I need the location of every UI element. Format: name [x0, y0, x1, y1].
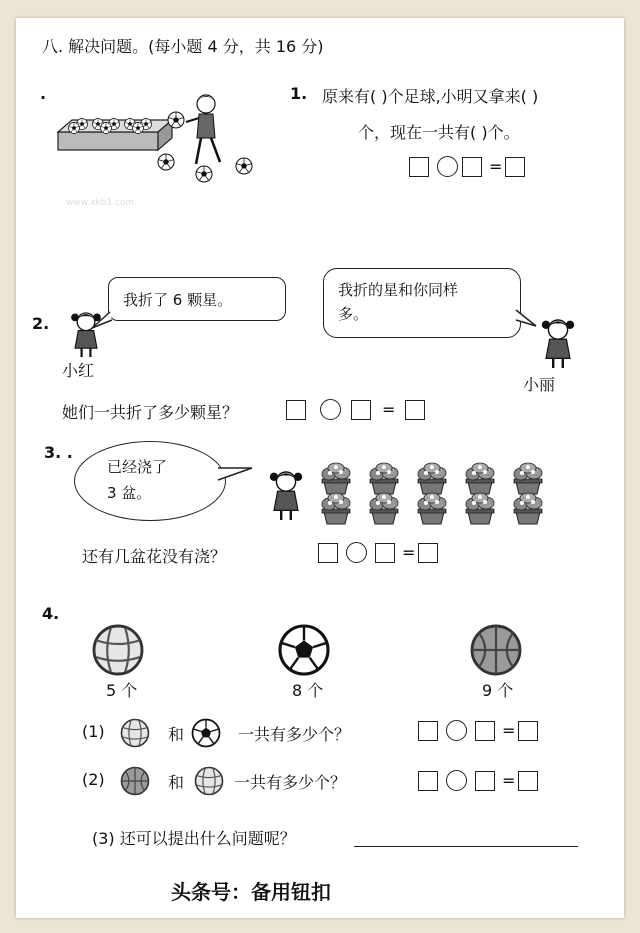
- q2-equation: =: [286, 399, 429, 420]
- bubble-left-text: 我折了 6 颗星。: [123, 291, 233, 309]
- ball-count-basketball: 9 个: [482, 681, 514, 700]
- answer-box[interactable]: [418, 543, 438, 563]
- answer-box[interactable]: [286, 400, 306, 420]
- bubble-q3-line2: 3 盆。: [107, 484, 152, 502]
- worksheet-page: [16, 18, 624, 918]
- q4-sub2-text: 一共有多少个？: [234, 773, 347, 792]
- q4-sub1-and: 和: [168, 725, 185, 744]
- q1-line2: 个，现在一共有( )个。: [358, 123, 520, 142]
- q4-sub1-equation: =: [418, 720, 542, 741]
- answer-box[interactable]: [418, 721, 438, 741]
- volleyball-icon: [194, 766, 224, 796]
- operator-circle[interactable]: [437, 156, 458, 177]
- soccer-ball-icon: [278, 624, 330, 676]
- basketball-icon: [470, 624, 522, 676]
- soccer-ball-icon: [191, 718, 221, 748]
- bubble-left-tail: [90, 310, 114, 332]
- answer-box[interactable]: [375, 543, 395, 563]
- operator-circle[interactable]: [320, 399, 341, 420]
- volleyball-icon: [92, 624, 144, 676]
- answer-box[interactable]: [518, 771, 538, 791]
- bubble-right-line2: 多。: [338, 305, 369, 323]
- answer-box[interactable]: [518, 721, 538, 741]
- ball-count-volleyball: 5 个: [106, 681, 138, 700]
- q4-number: 4.: [42, 604, 60, 623]
- ball-count-soccer: 8 个: [292, 681, 324, 700]
- name-xiaoli: 小丽: [523, 375, 556, 394]
- answer-box[interactable]: [418, 771, 438, 791]
- answer-box[interactable]: [475, 721, 495, 741]
- answer-box[interactable]: [462, 157, 482, 177]
- q1-number: 1.: [290, 84, 308, 103]
- q1-dot: .: [40, 84, 47, 103]
- q4-sub2-and: 和: [168, 773, 185, 792]
- operator-circle[interactable]: [346, 542, 367, 563]
- q2-number: 2.: [32, 314, 50, 333]
- name-xiaohong: 小红: [62, 361, 95, 380]
- answer-box[interactable]: [505, 157, 525, 177]
- q4-sub1-label: (1): [82, 722, 105, 741]
- bubble-q3-line1: 已经浇了: [107, 458, 168, 476]
- answer-box[interactable]: [405, 400, 425, 420]
- q3-number: 3. .: [44, 443, 73, 462]
- q3-equation: =: [318, 542, 442, 563]
- section-title: 八. 解决问题。(每小题 4 分，共 16 分): [42, 37, 324, 56]
- speech-bubble-right: [323, 268, 521, 338]
- speech-bubble-q3: [74, 441, 226, 521]
- basketball-icon: [120, 766, 150, 796]
- volleyball-icon: [120, 718, 150, 748]
- answer-box[interactable]: [318, 543, 338, 563]
- answer-box[interactable]: [351, 400, 371, 420]
- watermark: www.xkb1.com: [66, 198, 135, 208]
- q4-sub2-equation: =: [418, 770, 542, 791]
- q4-sub3: (3) 还可以提出什么问题呢？: [92, 829, 296, 848]
- flower-pots-illustration: [264, 458, 564, 530]
- operator-circle[interactable]: [446, 770, 467, 791]
- answer-box[interactable]: [409, 157, 429, 177]
- q1-line1: 原来有( )个足球,小明又拿来( ): [322, 87, 539, 106]
- soccer-balls-illustration: [54, 94, 254, 194]
- q3-question: 还有几盆花没有浇？: [82, 547, 227, 566]
- q4-sub2-label: (2): [82, 770, 105, 789]
- q1-equation: =: [409, 156, 529, 177]
- answer-line[interactable]: [354, 846, 578, 847]
- q2-question: 她们一共折了多少颗星？: [62, 403, 239, 422]
- q4-sub1-text: 一共有多少个？: [238, 725, 351, 744]
- answer-box[interactable]: [475, 771, 495, 791]
- speech-bubble-left: [108, 277, 286, 321]
- girl-xiaoli-icon: [520, 308, 590, 370]
- operator-circle[interactable]: [446, 720, 467, 741]
- bubble-q3-tail: [216, 464, 256, 486]
- footer-credit: 头条号：备用钮扣: [171, 880, 331, 904]
- bubble-right-line1: 我折的星和你同样: [338, 281, 459, 299]
